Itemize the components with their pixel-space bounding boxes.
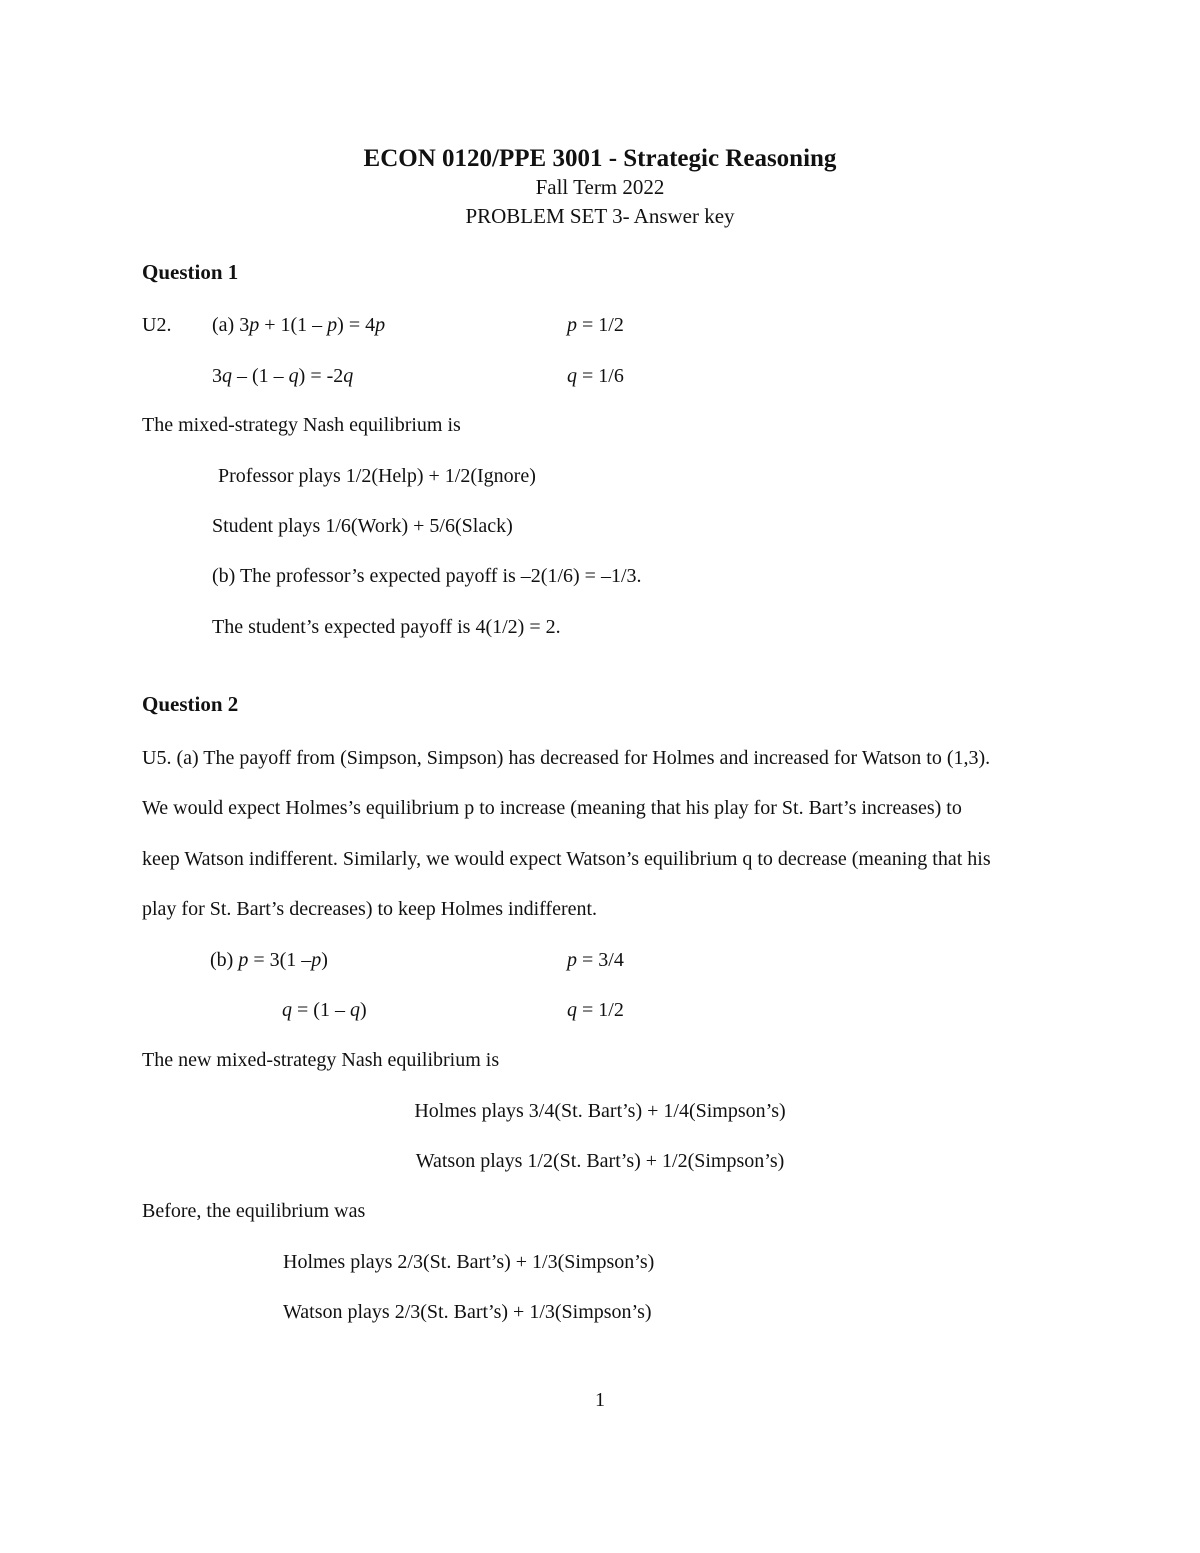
q2-paragraph-line-3: keep Watson indifferent. Similarly, we would expect Watson’s equilibrium q to decrease (meaning that his: [142, 848, 991, 870]
term-line: Fall Term 2022: [535, 175, 665, 199]
q2-before-intro: Before, the equilibrium was: [142, 1200, 366, 1222]
q2-equation-1: (b) p = 3(1 –p): [210, 949, 328, 971]
q1-nash-intro: The mixed-strategy Nash equilibrium is: [142, 414, 461, 436]
q1-solution-2: q = 1/6: [567, 365, 624, 387]
q1-equation-2: 3q – (1 – q) = -2q: [212, 365, 354, 387]
q1-student-payoff: The student’s expected payoff is 4(1/2) = 2.: [212, 616, 561, 638]
page-number: 1: [595, 1389, 605, 1411]
q2-solution-2: q = 1/2: [567, 999, 624, 1021]
q2-old-watson-strategy: Watson plays 2/3(St. Bart’s) + 1/3(Simpson’s): [283, 1301, 652, 1323]
document-title: ECON 0120/PPE 3001 - Strategic Reasoning: [363, 145, 837, 172]
question-1-heading: Question 1: [142, 260, 239, 284]
q2-old-holmes-strategy: Holmes plays 2/3(St. Bart’s) + 1/3(Simpson’s): [283, 1251, 655, 1273]
q2-solution-1: p = 3/4: [567, 949, 624, 971]
q2-paragraph-line-4: play for St. Bart’s decreases) to keep Holmes indifferent.: [142, 898, 598, 920]
q1-professor-payoff: (b) The professor’s expected payoff is –2(1/6) = –1/3.: [212, 565, 642, 587]
q2-paragraph-line-1: U5. (a) The payoff from (Simpson, Simpson) has decreased for Holmes and increased for Watson to (1,3).: [142, 747, 991, 769]
q1-equation-1: (a) 3p + 1(1 – p) = 4p: [212, 314, 386, 336]
q2-equation-2: q = (1 – q): [282, 999, 367, 1021]
q2-new-holmes-strategy: Holmes plays 3/4(St. Bart’s) + 1/4(Simpson’s): [414, 1100, 786, 1122]
q1-solution-1: p = 1/2: [567, 314, 624, 336]
q1-student-strategy: Student plays 1/6(Work) + 5/6(Slack): [212, 515, 513, 537]
q1-label: U2.: [142, 314, 172, 336]
question-2-heading: Question 2: [142, 692, 239, 716]
q2-paragraph-line-2: We would expect Holmes’s equilibrium p to increase (meaning that his play for St. Bart’s increases) to: [142, 797, 962, 819]
subtitle-line: PROBLEM SET 3- Answer key: [465, 204, 735, 228]
q1-professor-strategy: Professor plays 1/2(Help) + 1/2(Ignore): [218, 465, 536, 487]
q2-new-watson-strategy: Watson plays 1/2(St. Bart’s) + 1/2(Simpson’s): [415, 1150, 785, 1172]
q2-new-nash-intro: The new mixed-strategy Nash equilibrium is: [142, 1049, 500, 1071]
